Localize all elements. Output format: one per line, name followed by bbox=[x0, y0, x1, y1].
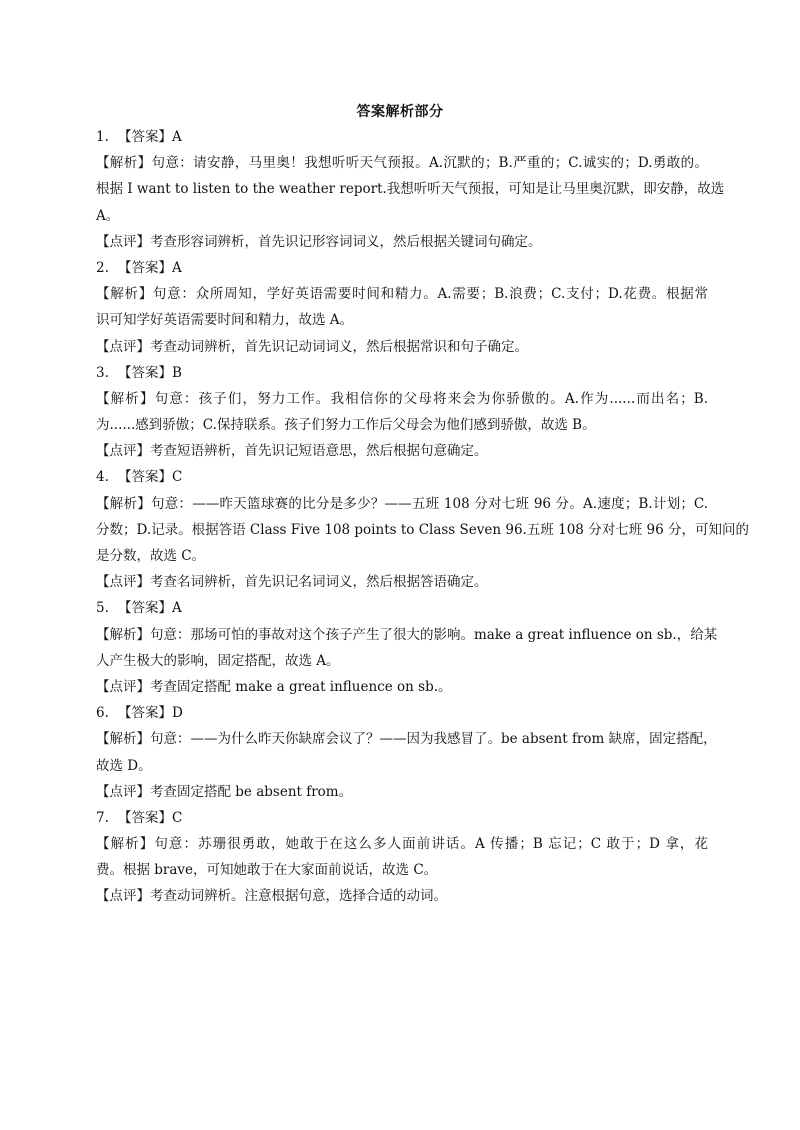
analysis-line: 根据 I want to listen to the weather report.我想听听天气预报，可知是让马里奥沉默，即安静，故选 bbox=[96, 181, 725, 198]
answer-text: 【答案】C bbox=[118, 469, 183, 486]
answer-text: 【答案】A bbox=[118, 129, 182, 145]
question-number: 1. bbox=[96, 129, 109, 145]
answer-text: 【答案】C bbox=[118, 809, 183, 826]
comment-line: 【点评】考查短语辨析，首先识记短语意思，然后根据句意确定。 bbox=[96, 443, 488, 460]
analysis-line: 为......感到骄傲；C.保持联系。孩子们努力工作后父母会为他们感到骄傲，故选 B。 bbox=[96, 417, 596, 434]
analysis-line: 是分数，故选 C。 bbox=[96, 548, 206, 564]
comment-line: 【点评】考查固定搭配 be absent from。 bbox=[96, 783, 353, 800]
answer-line-1 bbox=[96, 124, 708, 150]
analysis-line: 【解析】句意：那场可怕的事故对这个孩子产生了很大的影响。make a great influence on sb.，给某 bbox=[96, 626, 718, 643]
analysis-line: 【解析】句意：——昨天篮球赛的比分是多少？——五班 108 分对七班 96 分。A.速度；B.计划；C. bbox=[96, 495, 708, 512]
answer-line-2 bbox=[96, 255, 708, 281]
answer-text: 【答案】B bbox=[118, 364, 182, 381]
comment-line: 【点评】考查固定搭配 make a great influence on sb.。 bbox=[96, 678, 452, 695]
analysis-line: 【解析】句意：苏珊很勇敢，她敢于在这么多人面前讲话。A 传播；B 忘记；C 敢于；D 拿，花 bbox=[96, 836, 708, 853]
analysis-line: 费。根据 brave，可知她敢于在大家面前说话，故选 C。 bbox=[96, 862, 438, 879]
question-number: 7. bbox=[96, 809, 109, 826]
analysis-line: 【解析】句意：请安静，马里奥！我想听听天气预报。A.沉默的；B.严重的；C.诚实的；D.勇敢的。 bbox=[96, 155, 708, 172]
question-number: 2. bbox=[96, 259, 109, 276]
page-title: 答案解析部分 bbox=[356, 104, 444, 120]
question-number: 4. bbox=[96, 469, 109, 486]
question-number: 6. bbox=[96, 705, 109, 722]
comment-line: 【点评】考查名词辨析，首先识记名词词义，然后根据答语确定。 bbox=[96, 574, 488, 591]
comment-line: 【点评】考查动词辨析。注意根据句意，选择合适的动词。 bbox=[96, 888, 447, 905]
answer-text: 【答案】A bbox=[118, 259, 182, 276]
answer-text: 【答案】A bbox=[118, 600, 182, 617]
answer-line-5 bbox=[96, 595, 708, 621]
analysis-line: 【解析】句意：众所周知，学好英语需要时间和精力。A.需要；B.浪费；C.支付；D.花费。根据常 bbox=[96, 286, 708, 303]
answer-line-6 bbox=[96, 700, 708, 726]
analysis-line: 【解析】句意：孩子们，努力工作。我相信你的父母将来会为你骄傲的。A.作为......而出名；B. bbox=[96, 390, 708, 407]
comment-line: 【点评】考查形容词辨析，首先识记形容词词义，然后根据关键词句确定。 bbox=[96, 233, 542, 250]
question-number: 3. bbox=[96, 364, 109, 381]
analysis-line: 故选 D。 bbox=[96, 757, 152, 774]
comment-line: 【点评】考查动词辨析，首先识记动词词义，然后根据常识和句子确定。 bbox=[96, 338, 528, 355]
question-number: 5. bbox=[96, 600, 109, 617]
analysis-line: A。 bbox=[96, 207, 120, 224]
analysis-line: 分数；D.记录。根据答语 Class Five 108 points to Class Seven 96.五班 108 分对七班 96 分，可知问的 bbox=[96, 521, 749, 538]
analysis-line: 识可知学好英语需要时间和精力，故选 A。 bbox=[96, 312, 354, 329]
answer-line-7 bbox=[96, 805, 708, 831]
answer-line-3 bbox=[96, 360, 708, 386]
analysis-line: 人产生极大的影响，固定搭配，故选 A。 bbox=[96, 652, 340, 669]
answer-list bbox=[96, 124, 749, 910]
analysis-line: 【解析】句意：——为什么昨天你缺席会议了？——因为我感冒了。be absent from 缺席，固定搭配， bbox=[96, 731, 717, 748]
answer-text: 【答案】D bbox=[118, 705, 183, 722]
answer-line-4 bbox=[96, 464, 708, 490]
